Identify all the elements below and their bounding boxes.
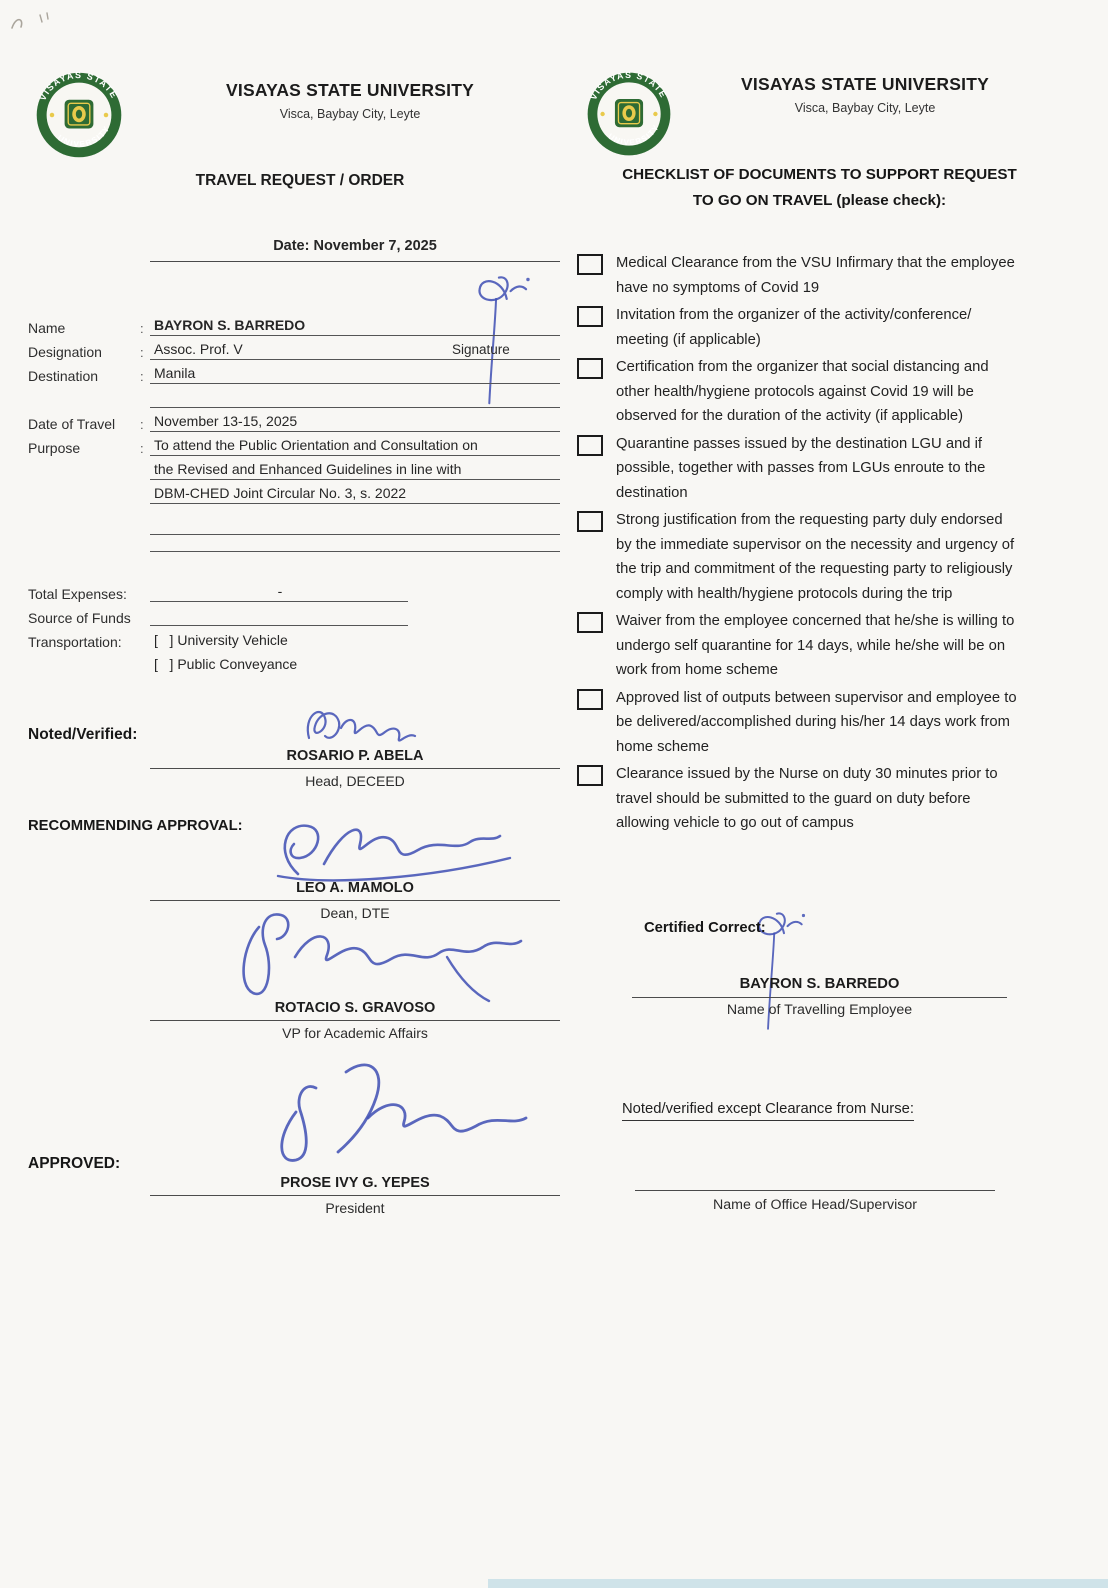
field-row-designation xyxy=(28,336,560,360)
designation-value: Assoc. Prof. V xyxy=(150,341,560,360)
colon: : xyxy=(140,417,144,432)
date-of-travel-label: Date of Travel xyxy=(28,416,116,432)
checklist-item-text: Certification from the organizer that social distancing and other health/hygiene protocols against Covid 19 will be observed for the duration of the activity (if applicable) xyxy=(616,359,989,424)
field-row-transportation-2 xyxy=(28,650,560,674)
checklist-item-invitation xyxy=(575,303,1065,352)
checkbox-icon xyxy=(577,254,603,275)
field-row-total-expenses xyxy=(28,578,560,602)
colon: : xyxy=(140,345,144,360)
checklist-item-approved-outputs xyxy=(575,686,1065,760)
designation-label: Designation xyxy=(28,344,102,360)
blank-line-row xyxy=(28,535,560,552)
blank-line xyxy=(150,534,560,552)
noted-verified-label: Noted/Verified: xyxy=(28,726,138,743)
name-label: Name xyxy=(28,320,66,336)
name-value: BAYRON S. BARREDO xyxy=(150,317,560,336)
purpose-label: Purpose xyxy=(28,440,81,456)
purpose-line-1: To attend the Public Orientation and Consultation on xyxy=(150,437,560,456)
noted-except-text: Noted/verified except Clearance from Nurse: xyxy=(622,1101,914,1121)
checklist-item-waiver xyxy=(575,609,1065,683)
form-fields xyxy=(28,312,560,552)
approved-signblock xyxy=(150,1175,560,1216)
recommending-signblock-2 xyxy=(150,1000,560,1041)
university-address: Visca, Baybay City, Leyte xyxy=(794,101,936,115)
right-header xyxy=(665,74,1065,115)
colon: : xyxy=(140,321,144,336)
recommending-approval-label: RECOMMENDING APPROVAL: xyxy=(28,818,243,834)
checkbox-icon xyxy=(577,765,603,786)
checklist-item-quarantine-passes xyxy=(575,432,1065,506)
source-of-funds-label: Source of Funds xyxy=(28,610,131,626)
field-row-source-of-funds xyxy=(28,602,560,626)
checkbox-icon xyxy=(577,358,603,379)
vsu-seal-logo xyxy=(585,70,673,158)
checklist-item-text: Medical Clearance from the VSU Infirmary that the employee have no symptoms of Covid 19 xyxy=(616,255,1015,296)
blank-line xyxy=(150,517,560,535)
checklist-item-text: Quarantine passes issued by the destination LGU and if possible, together with passes from LGUs enroute to the destination xyxy=(616,435,986,501)
signature-gravoso xyxy=(225,893,535,1013)
scan-pencil-mark xyxy=(6,6,76,36)
expense-fields xyxy=(28,578,560,674)
noted-verified-title: Head, DECEED xyxy=(305,773,405,789)
recommending-signer2-title: VP for Academic Affairs xyxy=(282,1025,428,1041)
approved-title: President xyxy=(325,1200,385,1216)
date-line: Date: November 7, 2025 xyxy=(150,238,560,262)
left-header xyxy=(150,80,550,121)
noted-verified-signblock xyxy=(150,748,560,789)
noted-verified-name: ROSARIO P. ABELA xyxy=(150,748,560,769)
field-row-destination xyxy=(28,360,560,384)
purpose-line-3: DBM-CHED Joint Circular No. 3, s. 2022 xyxy=(150,485,560,504)
checklist-item-text: Invitation from the organizer of the activity/conference/ meeting (if applicable) xyxy=(616,307,972,348)
field-row-purpose-cont xyxy=(28,480,560,504)
noted-except-wrap xyxy=(622,1100,914,1118)
blank-line xyxy=(150,390,560,408)
date-of-travel-value: November 13-15, 2025 xyxy=(150,413,560,432)
recommending-signer1-name: LEO A. MAMOLO xyxy=(150,880,560,901)
total-expenses-label: Total Expenses: xyxy=(28,586,127,602)
office-head-line xyxy=(635,1190,995,1191)
vsu-seal-logo xyxy=(34,70,124,160)
source-of-funds-line xyxy=(150,608,408,626)
blank-line-row xyxy=(28,384,560,408)
field-row-name xyxy=(28,312,560,336)
blank-line-row xyxy=(28,518,560,535)
checklist-title-line1: CHECKLIST OF DOCUMENTS TO SUPPORT REQUEST xyxy=(622,166,1017,183)
certified-correct-block xyxy=(632,920,1007,1018)
approved-label: APPROVED: xyxy=(28,1155,121,1172)
checklist-item-text: Clearance issued by the Nurse on duty 30 minutes prior to travel should be submitted to the guard on duty before allowing vehicle to go out of campus xyxy=(616,766,998,831)
recommending-signer1-title: Dean, DTE xyxy=(320,905,390,921)
document-checklist xyxy=(575,251,1065,839)
colon: : xyxy=(140,369,144,384)
transport-option-public-conveyance: [ ] Public Conveyance xyxy=(154,656,298,672)
destination-label: Destination xyxy=(28,368,99,384)
checkbox-icon xyxy=(577,511,603,532)
checkbox-icon xyxy=(577,435,603,456)
checklist-title-line2: TO GO ON TRAVEL (please check): xyxy=(692,192,947,209)
transportation-label: Transportation: xyxy=(28,634,122,650)
checklist-item-text: Strong justification from the requesting party duly endorsed by the immediate supervisor on the necessity and urgency of the trip and commitment of the requesting party to religiously comply with health/hygiene protocols during the trip xyxy=(616,512,1015,602)
field-row-date-of-travel xyxy=(28,408,560,432)
university-address: Visca, Baybay City, Leyte xyxy=(279,107,421,121)
university-name: VISAYAS STATE UNIVERSITY xyxy=(226,80,474,100)
checklist-item-strong-justification xyxy=(575,508,1065,606)
checklist-item-nurse-clearance xyxy=(575,762,1065,836)
checkbox-icon xyxy=(577,689,603,710)
certified-name: BAYRON S. BARREDO xyxy=(632,976,1007,998)
signature-caption: Signature xyxy=(452,342,510,357)
certified-correct-label: Certified Correct: xyxy=(644,920,766,936)
checklist-item-text: Waiver from the employee concerned that he/she is willing to undergo self quarantine for 14 days, while he/she will be on work from home scheme xyxy=(616,613,1015,678)
scan-footer-strip xyxy=(488,1579,1108,1588)
transport-option-university-vehicle: [ ] University Vehicle xyxy=(154,632,288,648)
total-expenses-value: - xyxy=(150,583,408,602)
form-title: TRAVEL REQUEST / ORDER xyxy=(195,172,405,189)
colon: : xyxy=(140,441,144,456)
field-row-purpose-cont xyxy=(28,456,560,480)
destination-value: Manila xyxy=(150,365,560,384)
checklist-item-certification xyxy=(575,355,1065,429)
field-row-purpose xyxy=(28,432,560,456)
university-name: VISAYAS STATE UNIVERSITY xyxy=(741,74,989,94)
checkbox-icon xyxy=(577,306,603,327)
purpose-line-2: the Revised and Enhanced Guidelines in line with xyxy=(150,461,560,480)
recommending-signer2-name: ROTACIO S. GRAVOSO xyxy=(150,1000,560,1021)
signature-yepes xyxy=(250,1056,540,1176)
checklist-title xyxy=(572,162,1067,214)
office-head-caption: Name of Office Head/Supervisor xyxy=(713,1197,917,1213)
checkbox-icon xyxy=(577,612,603,633)
checklist-item-text: Approved list of outputs between supervisor and employee to be delivered/accomplished during his/her 14 days work from home scheme xyxy=(616,689,1017,755)
checklist-item-medical-clearance xyxy=(575,251,1065,300)
field-row-transportation xyxy=(28,626,560,650)
approved-name: PROSE IVY G. YEPES xyxy=(150,1175,560,1196)
certified-caption: Name of Travelling Employee xyxy=(726,1002,913,1018)
